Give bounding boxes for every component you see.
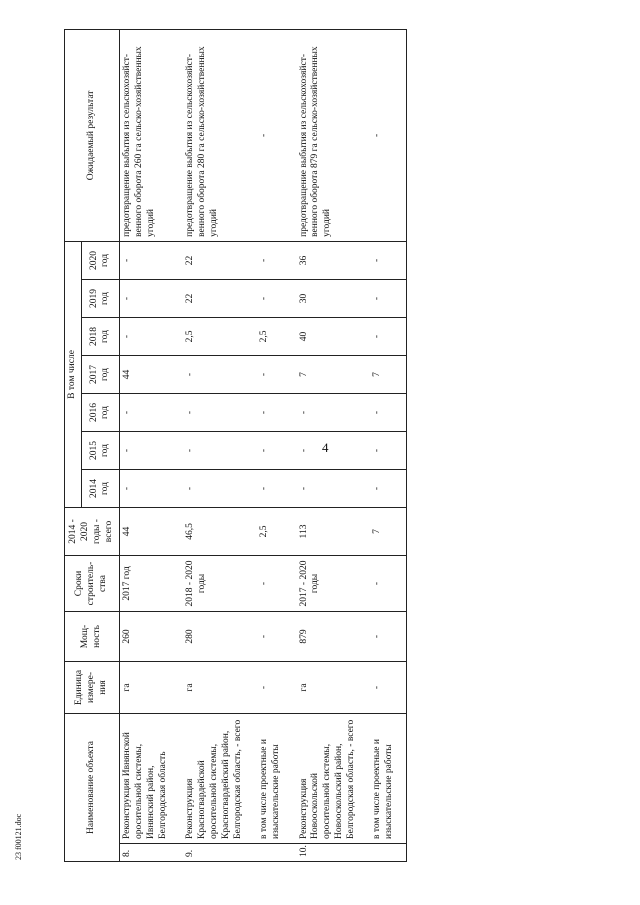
header-incl: В том числе xyxy=(65,241,82,507)
header-year: 2020 год xyxy=(81,241,119,279)
year-cell: - xyxy=(360,241,406,279)
table-row xyxy=(119,29,171,861)
page-number: 4 xyxy=(322,440,329,455)
unit-cell: га xyxy=(285,661,360,713)
year-cell: - xyxy=(171,393,246,431)
result-cell: - xyxy=(247,29,285,241)
result-cell: предотвращение выбытия из сельскохозяйст-венного оборота 280 га сельско-хозяйственных угодий xyxy=(171,29,246,241)
year-cell: - xyxy=(119,279,171,317)
header-year: 2017 год xyxy=(81,355,119,393)
result-cell: - xyxy=(360,29,406,241)
result-cell: предотвращение выбытия из сельскохозяйст-венного оборота 879 га сельско-хозяйственных угодий xyxy=(285,29,360,241)
capacity-cell: - xyxy=(247,611,285,661)
year-cell: - xyxy=(171,469,246,507)
header-name: Наименование объекта xyxy=(65,713,120,861)
capacity-cell: 260 xyxy=(119,611,171,661)
rotated-table-container xyxy=(64,32,632,862)
header-capacity: Мощ-ность xyxy=(65,611,120,661)
year-cell: 22 xyxy=(171,241,246,279)
year-cell: - xyxy=(360,393,406,431)
terms-cell: - xyxy=(247,555,285,611)
year-cell: 2,5 xyxy=(171,317,246,355)
header-year: 2018 год xyxy=(81,317,119,355)
object-name: в том числе проектные и изыскательские работы xyxy=(360,713,406,843)
table-row xyxy=(285,29,360,861)
object-name: Реконструкция Красногвардейской оросительной системы, Красногвардейский район, Белгородская область, - всего xyxy=(171,713,246,843)
year-cell: - xyxy=(119,317,171,355)
capacity-cell: 879 xyxy=(285,611,360,661)
year-cell: - xyxy=(247,241,285,279)
terms-cell: 2017 - 2020 годы xyxy=(285,555,360,611)
result-cell: предотвращение выбытия из сельскохозяйст-венного оборота 260 га сельско-хозяйственных угодий xyxy=(119,29,171,241)
row-number: 9. xyxy=(171,844,246,862)
year-cell: - xyxy=(119,431,171,469)
year-cell: 22 xyxy=(171,279,246,317)
year-cell: - xyxy=(360,469,406,507)
year-cell: 36 xyxy=(285,241,360,279)
table-row xyxy=(171,29,246,861)
year-cell: - xyxy=(171,355,246,393)
row-number xyxy=(247,844,285,862)
year-cell: 7 xyxy=(360,355,406,393)
row-number xyxy=(360,844,406,862)
terms-cell: 2018 - 2020 годы xyxy=(171,555,246,611)
year-cell: 7 xyxy=(285,355,360,393)
year-cell: - xyxy=(360,279,406,317)
capacity-cell: - xyxy=(360,611,406,661)
year-cell: - xyxy=(119,241,171,279)
object-name: Реконструкция Ивнянской оросительной системы, Ивнянский район, Белгородская область xyxy=(119,713,171,843)
header-year: 2016 год xyxy=(81,393,119,431)
file-footer: 23 f00121.doc xyxy=(14,813,23,860)
year-cell: - xyxy=(360,431,406,469)
year-cell: - xyxy=(247,431,285,469)
total-cell: 7 xyxy=(360,507,406,555)
unit-cell: - xyxy=(360,661,406,713)
object-name: в том числе проектные и изыскательские работы xyxy=(247,713,285,843)
header-unit: Единица измере-ния xyxy=(65,661,120,713)
year-cell: 40 xyxy=(285,317,360,355)
total-cell: 2,5 xyxy=(247,507,285,555)
year-cell: 30 xyxy=(285,279,360,317)
year-cell: 2,5 xyxy=(247,317,285,355)
total-cell: 44 xyxy=(119,507,171,555)
year-cell: - xyxy=(247,355,285,393)
year-cell: - xyxy=(285,431,360,469)
unit-cell: га xyxy=(171,661,246,713)
year-cell: 44 xyxy=(119,355,171,393)
year-cell: - xyxy=(119,469,171,507)
year-cell: - xyxy=(285,469,360,507)
object-name: Реконструкция Новооскольской оросительной системы, Новооскольский район, Белгородская область, - всего xyxy=(285,713,360,843)
table-row xyxy=(360,29,406,861)
year-cell: - xyxy=(171,431,246,469)
row-number: 10. xyxy=(285,844,360,862)
year-cell: - xyxy=(247,279,285,317)
year-cell: - xyxy=(247,469,285,507)
header-year: 2015 год xyxy=(81,431,119,469)
header-terms: Сроки строитель-ства xyxy=(65,555,120,611)
objects-table xyxy=(64,29,407,862)
total-cell: 113 xyxy=(285,507,360,555)
header-total: 2014 - 2020 годы - всего xyxy=(65,507,120,555)
header-result: Ожидаемый результат xyxy=(65,29,120,241)
unit-cell: - xyxy=(247,661,285,713)
year-cell: - xyxy=(360,317,406,355)
total-cell: 46,5 xyxy=(171,507,246,555)
year-cell: - xyxy=(119,393,171,431)
row-number: 8. xyxy=(119,844,171,862)
terms-cell: 2017 год xyxy=(119,555,171,611)
terms-cell: - xyxy=(360,555,406,611)
year-cell: - xyxy=(247,393,285,431)
table-row xyxy=(247,29,285,861)
unit-cell: га xyxy=(119,661,171,713)
year-cell: - xyxy=(285,393,360,431)
header-year: 2019 год xyxy=(81,279,119,317)
header-year: 2014 год xyxy=(81,469,119,507)
capacity-cell: 280 xyxy=(171,611,246,661)
